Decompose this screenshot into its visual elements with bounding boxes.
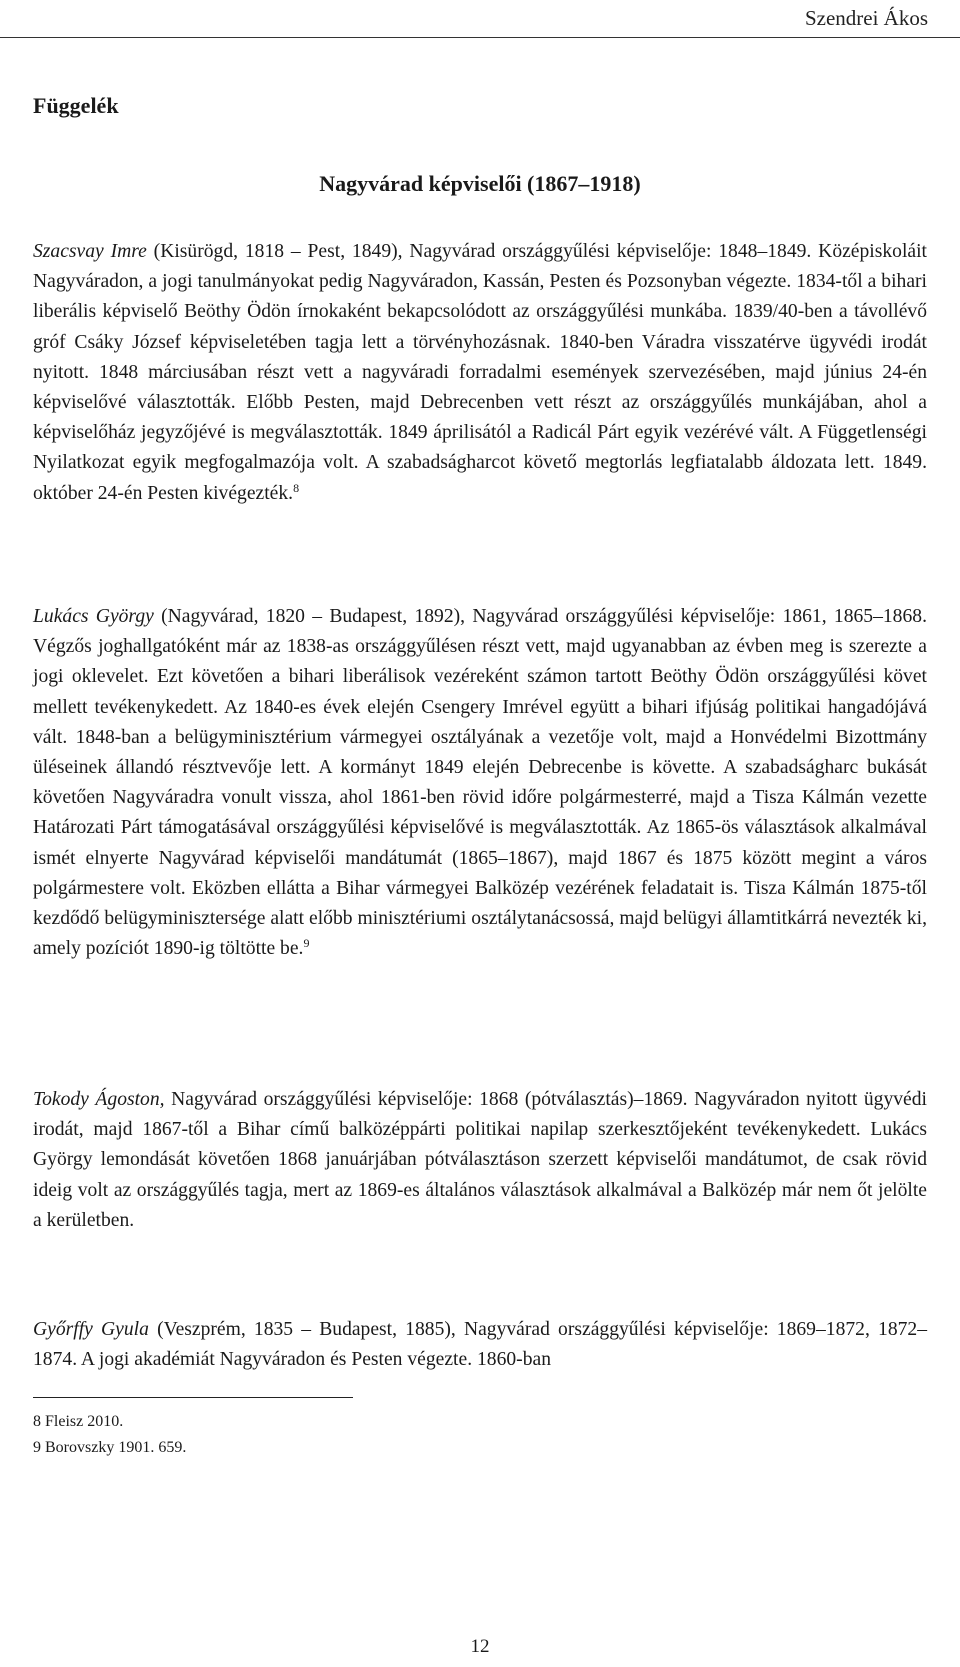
page-number: 12 [470, 1636, 490, 1657]
footnote-text: Borovszky 1901. 659. [45, 1439, 187, 1456]
biography-entry-lukacs [33, 602, 927, 964]
biography-entry-szacsvay [33, 237, 927, 509]
section-title: Függelék [33, 93, 119, 118]
footnote-9 [33, 1435, 633, 1461]
footnotes [33, 1409, 633, 1461]
footnote-ref[interactable]: 8 [293, 480, 300, 495]
header-rule [0, 37, 960, 38]
footnote-rule [33, 1397, 353, 1398]
entry-text: Nagyvárad országgyűlési képviselője: 1868 (pótválasztás)–1869. Nagyváradon nyitott ügyvédi irodát, majd 1867-től a Bihar című balközéppárti politikai napilap szerkesztőjeként tevékenykedett. Lukács György lemondását követően 1868 januárjában pótválasztáson szerzett képviselői mandátumot, de csak rövid ideig volt az országgyűlés tagja, mert az 1869-es általános választások alkalmával a Balközép már nem őt jelölte a kerületben. [33, 1089, 927, 1231]
footnote-8 [33, 1409, 633, 1435]
footnote-ref[interactable]: 9 [303, 936, 310, 951]
biography-entry-tokody [33, 1085, 927, 1236]
biography-entry-gyorffy [33, 1315, 927, 1375]
footnote-number: 9 [33, 1439, 41, 1456]
entry-text: (Veszprém, 1835 – Budapest, 1885), Nagyvárad országgyűlési képviselője: 1869–1872, 1872–1874. A jogi akadémiát Nagyváradon és Pesten végezte. 1860-ban [33, 1319, 928, 1371]
article-title: Nagyvárad képviselői (1867–1918) [319, 171, 641, 196]
person-name: Lukács György [33, 606, 154, 627]
footnote-text: Fleisz 2010. [45, 1413, 124, 1430]
footnote-number: 8 [33, 1413, 41, 1430]
entry-text: (Nagyvárad, 1820 – Budapest, 1892), Nagyvárad országgyűlési képviselője: 1861, 1865–1868. Végzős joghallgatóként már az 1838-as országgyűlésen részt vett, majd ugyanabban az évben meg is szerezte a jogi oklevelet. Ezt követően a bihari liberálisok vezéreként számon tartott Beöthy Ödön országgyűlési követ mellett tevékenykedett. Az 1840-es évek elején Csengery Imrével együtt a bihari ifjúság politikai hangadójává vált. 1848-ban a belügyminisztérium vármegyei osztályának a vezetője volt, majd a Honvédelmi Bizottmány üléseinek állandó résztvevője lett. A kormányt 1849 elején Debrecenbe is követte. A szabadságharc bukását követően Nagyváradra vonult vissza, ahol 1861-ben rövid időre polgármesterré, majd a Tisza Kálmán vezette Határozati Párt támogatásával országgyűlési képviselővé is megválasztották. Az 1865-ös választások alkalmával ismét elnyerte Nagyvárad képviselői mandátumát (1865–1867), majd 1867 és 1875 között megint a város polgármestere volt. Eközben ellátta a Bihar vármegyei Balközép vezérének feladatait is. Tisza Kálmán 1875-től kezdődő belügyminisztersége alatt előbb minisztériumi osztálytanácsossá, majd belügyi államtitkárrá nevezték ki, amely pozíciót 1890-ig töltötte be. [33, 606, 927, 960]
person-name: Szacsvay Imre [33, 241, 147, 262]
person-name: Győrffy Gyula [33, 1319, 149, 1340]
entry-text: (Kisürögd, 1818 – Pest, 1849), Nagyvárad országgyűlési képviselője: 1848–1849. Középiskoláit Nagyváradon, a jogi tanulmányokat pedig Nagyváradon, Kassán, Pesten és Pozsonyban végezte. 1834-től a bihari liberális képviselő Beöthy Ödön írnokaként bekapcsolódott az országgyűlési munkába. 1839/40-ben a távollévő gróf Csáky József képviseletében tagja lett a törvényhozásnak. 1840-ben Váradra visszatérve ügyvédi irodát nyitott. 1848 márciusában részt vett a nagyváradi forradalmi események szervezésében, majd június 24-én képviselővé választották. Előbb Pesten, majd Debrecenben vett részt az országgyűlés munkájában, ahol a képviselőház jegyzőjévé is megválasztották. 1849 áprilisától a Radicál Párt egyik vezérévé vált. A Függetlenségi Nyilatkozat egyik megfogalmazója volt. A szabadságharcot követő megtorlás legfiatalabb áldozata lett. 1849. október 24-én Pesten kivégezték. [33, 241, 927, 504]
running-header: Szendrei Ákos [804, 6, 928, 30]
person-name: Tokody Ágoston, [33, 1089, 165, 1110]
